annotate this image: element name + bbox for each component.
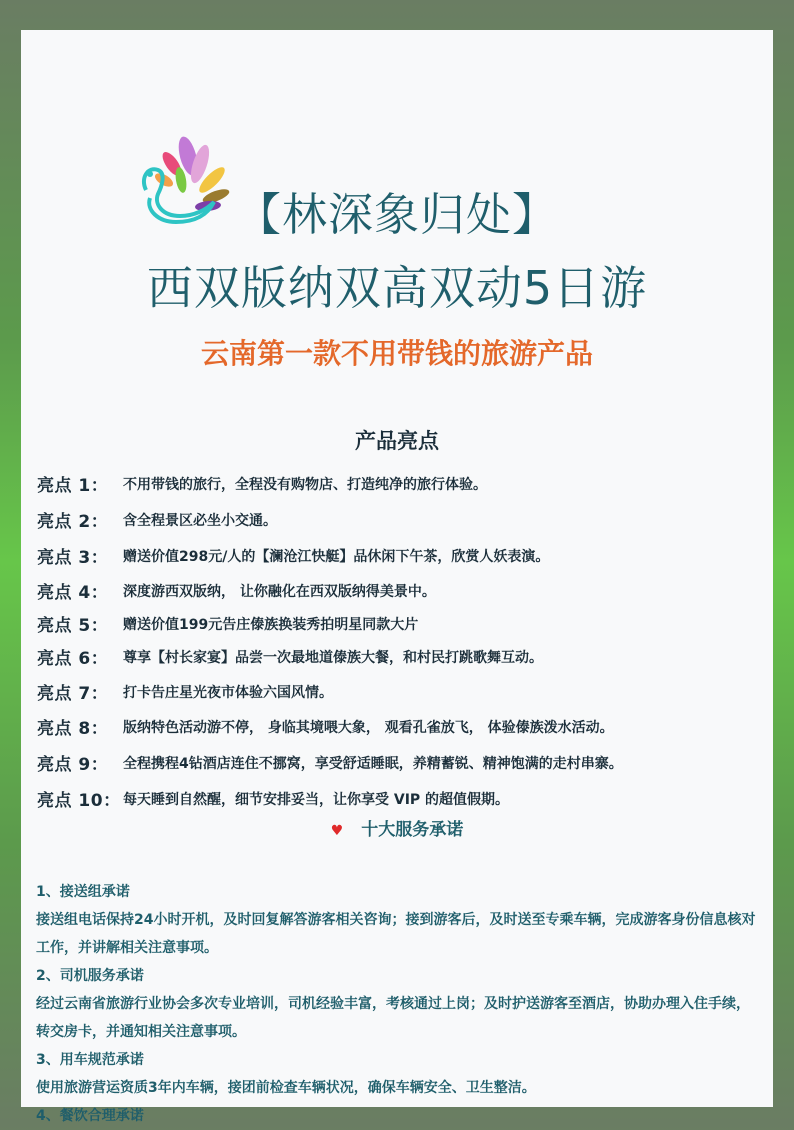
commitments-heading-row (21, 817, 773, 844)
highlight-item (37, 507, 277, 532)
highlight-label: 亮点 2： (37, 512, 109, 532)
commitments-list (36, 878, 758, 1130)
highlight-label: 亮点 1： (37, 476, 109, 496)
commitment-title: 3、用车规范承诺 (36, 1052, 144, 1068)
brand-title: 【林深象归处】 (236, 188, 559, 241)
page-subtitle: 云南第一款不用带钱的旅游产品 (200, 337, 593, 370)
highlight-item (37, 714, 614, 739)
highlight-label: 亮点 5： (37, 616, 109, 636)
highlight-label: 亮点 10： (37, 791, 121, 811)
document-page (21, 30, 773, 1124)
highlight-label: 亮点 6： (37, 649, 109, 669)
highlight-item (37, 611, 418, 636)
highlight-label: 亮点 7： (37, 684, 109, 704)
highlight-item (37, 786, 509, 811)
highlight-text: 全程携程4钻酒店连住不挪窝，享受舒适睡眠，养精蓄锐、精神饱满的走村串寨。 (123, 755, 623, 772)
highlight-item (37, 471, 487, 496)
page-title: 西双版纳双高双动5日游 (146, 261, 648, 315)
highlight-item (37, 750, 623, 775)
highlight-text: 版纳特色活动游不停， 身临其境喂大象， 观看孔雀放飞， 体验傣族泼水活动。 (123, 719, 614, 736)
highlight-text: 打卡告庄星光夜市体验六国风情。 (123, 684, 333, 701)
highlight-text: 不用带钱的旅行，全程没有购物店、打造纯净的旅行体验。 (123, 476, 487, 493)
commitments-heading: 十大服务承诺 (361, 820, 464, 840)
highlight-label: 亮点 8： (37, 719, 109, 739)
highlight-text: 每天睡到自然醒，细节安排妥当，让你享受 VIP 的超值假期。 (123, 791, 510, 808)
highlights-heading: 产品亮点 (355, 429, 439, 453)
commitment-title: 4、餐饮合理承诺 (36, 1108, 144, 1124)
highlight-text: 赠送价值199元告庄傣族换装秀拍明星同款大片 (123, 616, 419, 633)
highlight-item (37, 578, 436, 603)
highlight-item (37, 644, 543, 669)
highlight-label: 亮点 4： (37, 583, 109, 603)
commitment-title: 2、司机服务承诺 (36, 968, 144, 984)
highlight-item (37, 543, 549, 568)
commitment-body: 接送组电话保持24小时开机，及时回复解答游客相关咨询；接到游客后，及时送至专乘车辆，完成游客身份信息核对工作，并讲解相关注意事项。 (36, 912, 756, 956)
heart-icon: ♥ (330, 823, 344, 839)
highlight-text: 尊享【村长家宴】品尝一次最地道傣族大餐，和村民打跳歌舞互动。 (123, 649, 543, 666)
highlight-text: 深度游西双版纳， 让你融化在西双版纳得美景中。 (123, 583, 436, 600)
highlight-text: 含全程景区必坐小交通。 (123, 512, 277, 529)
commitment-body: 使用旅游营运资质3年内车辆，接团前检查车辆状况，确保车辆安全、卫生整洁。 (36, 1080, 536, 1096)
commitment-title: 1、接送组承诺 (36, 884, 130, 900)
highlight-label: 亮点 9： (37, 755, 109, 775)
highlight-label: 亮点 3： (37, 548, 109, 568)
commitment-body: 经过云南省旅游行业协会多次专业培训，司机经验丰富，考核通过上岗；及时护送游客至酒店，协助办理入住手续，转交房卡，并通知相关注意事项。 (36, 996, 750, 1040)
highlight-text: 赠送价值298元/人的【澜沧江快艇】品休闲下午茶，欣赏人妖表演。 (123, 548, 550, 565)
peacock-logo-icon (136, 138, 228, 224)
highlight-item (37, 679, 333, 704)
